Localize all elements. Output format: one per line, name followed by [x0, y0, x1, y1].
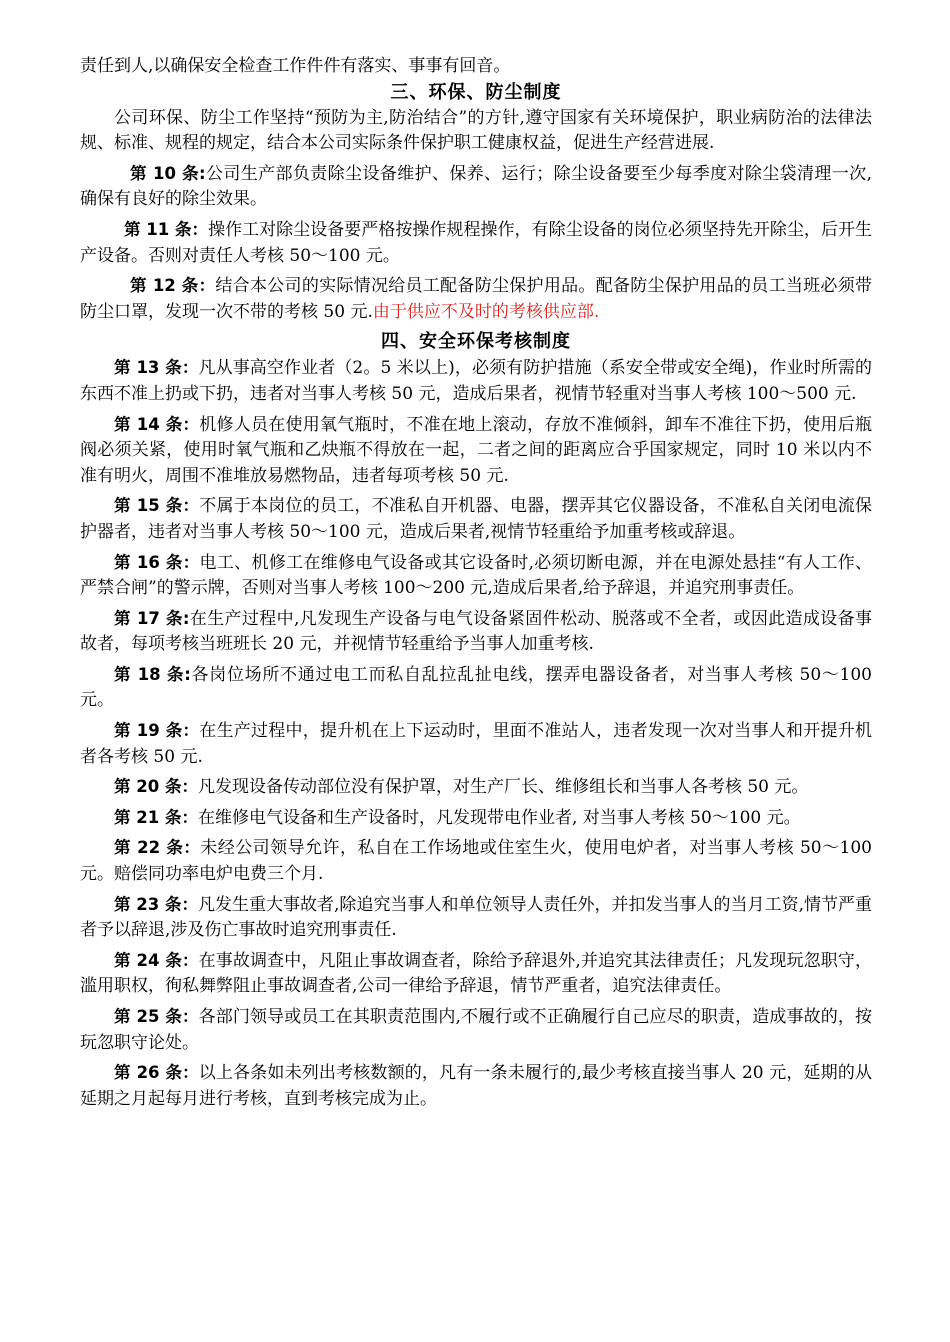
article-text: 不属于本岗位的员工，不准私自开机器、电器，摆弄其它仪器设备，不准私自关闭电流保护器者，违者对当事人考核 50～100 元，造成后果者,视情节轻重给予加重考核或辞退。	[80, 496, 873, 542]
article-text: 凡发生重大事故者,除追究当事人和单位领导人责任外，并扣发当事人的当月工资,情节严重者予以辞退,涉及伤亡事故时追究刑事责任.	[80, 894, 872, 941]
article-number: 第 18 条:	[114, 664, 191, 684]
article-13	[80, 355, 872, 407]
article-text: 各岗位场所不通过电工而私自乱拉乱扯电线，摆弄电器设备者，对当事人考核 50～100 元。	[80, 664, 872, 711]
article-25	[80, 1004, 872, 1056]
section3-heading: 三、环保、防尘制度	[390, 81, 562, 103]
article-19	[80, 718, 872, 770]
article-17	[80, 606, 872, 658]
section3-intro: 公司环保、防尘工作坚持“预防为主,防治结合”的方针,遵守国家有关环境保护，职业病防治的法律法规、标准、规程的规定，结合本公司实际条件保护职工健康权益，促进生产经营进展.	[80, 107, 872, 154]
article-number: 第 19 条：	[114, 721, 200, 741]
article-text: 在生产过程中，提升机在上下运动时，里面不准站人，违者发现一次对当事人和开提升机者各考核 50 元.	[80, 721, 873, 767]
article-text: 电工、机修工在维修电气设备或其它设备时,必须切断电源，并在电源处悬挂“有人工作、严禁合闸”的警示牌，否则对当事人考核 100～200 元,造成后果者,给予辞退，并追究刑事责任。	[80, 552, 873, 599]
article-number: 第 25 条：	[114, 1007, 199, 1026]
article-15	[80, 493, 872, 545]
article-text: 凡从事高空作业者（2。5 米以上)，必须有防护措施（系安全带或安全绳)，作业时所需的东西不准上扔或下扔，违者对当事人考核 50 元，造成后果者，视情节轻重对当事人考核 100～500 元.	[80, 358, 872, 404]
article-20	[80, 774, 872, 801]
article-number: 第 26 条：	[114, 1063, 199, 1083]
article-text: 操作工对除尘设备要严格按操作规程操作，有除尘设备的岗位必须坚持先开除尘，后开生产设备。否则对责任人考核 50～100 元。	[80, 219, 873, 266]
article-number: 第 20 条：	[114, 777, 198, 797]
article-number: 第 16 条：	[114, 552, 200, 572]
red-note: 由于供应不及时的考核供应部.	[372, 301, 600, 322]
article-number: 第 23 条：	[114, 894, 198, 914]
article-text: 凡发现设备传动部位没有保护罩，对生产厂长、维修组长和当事人各考核 50 元。	[197, 777, 809, 798]
article-22	[80, 835, 872, 887]
section4-heading: 四、安全环保考核制度	[381, 331, 571, 353]
article-number: 第 24 条：	[114, 950, 199, 970]
article-text: 公司生产部负责除尘设备维护、保养、运行；除尘设备要至少每季度对除尘袋清理一次,确保有良好的除尘效果。	[80, 163, 872, 210]
article-11	[80, 217, 872, 269]
article-number: 第 14 条：	[114, 414, 200, 434]
article-23	[80, 892, 872, 944]
article-text: 在生产过程中,凡发现生产设备与电气设备紧固件松动、脱落或不全者，或因此造成设备事故者，每项考核当班班长 20 元，并视情节轻重给予当事人加重考核.	[80, 608, 872, 655]
article-number: 第 17 条:	[114, 608, 190, 628]
article-number: 第 15 条：	[114, 496, 200, 516]
article-text: 未经公司领导允许，私自在工作场地或住室生火，使用电炉者，对当事人考核 50～100 元。赔偿同功率电炉电费三个月.	[80, 838, 872, 885]
article-text: 机修人员在使用氧气瓶时，不准在地上滚动，存放不准倾斜，卸车不准往下扔，使用后瓶阀必须关紧，使用时氧气瓶和乙炔瓶不得放在一起，二者之间的距离应合乎国家规定，同时 10 米以内不准有明火，周围不准堆放易燃物品，违者每项考核 50 元.	[80, 414, 873, 486]
article-14	[80, 412, 872, 490]
article-number: 第 11 条：	[124, 219, 209, 239]
article-26	[80, 1060, 872, 1112]
article-number: 第 22 条：	[114, 838, 201, 858]
article-16	[80, 550, 872, 602]
article-text: 在事故调查中，凡阻止事故调查者，除给予辞退外,并追究其法律责任；凡发现玩忽职守，滥用职权，徇私舞弊阻止事故调查者,公司一律给予辞退，情节严重者，追究法律责任。	[80, 950, 872, 997]
article-12	[80, 273, 872, 325]
article-text: 以上各条如未列出考核数额的，凡有一条未履行的,最少考核直接当事人 20 元，延期的从延期之月起每月进行考核，直到考核完成为止。	[80, 1063, 873, 1109]
article-24	[80, 948, 872, 1000]
article-text: 结合本公司的实际情况给员工配备防尘保护用品。配备防尘保护用品的员工当班必须带防尘口罩，发现一次不带的考核 50 元.	[80, 276, 873, 322]
intro-line: 责任到人,以确保安全检查工作件件有落实、事事有回音。	[80, 56, 511, 76]
article-number: 第 21 条：	[114, 807, 198, 827]
section4-articles	[80, 355, 872, 1112]
article-10	[80, 161, 872, 213]
article-number: 第 10 条:	[130, 163, 206, 183]
article-text: 在维修电气设备和生产设备时，凡发现带电作业者, 对当事人考核 50～100 元。	[197, 807, 801, 828]
article-number: 第 12 条：	[130, 276, 216, 296]
article-number: 第 13 条：	[114, 358, 199, 378]
article-18	[80, 662, 872, 714]
article-21	[80, 805, 872, 832]
article-text: 各部门领导或员工在其职责范围内,不履行或不正确履行自己应尽的职责，造成事故的，按玩忽职守论处。	[80, 1007, 872, 1053]
